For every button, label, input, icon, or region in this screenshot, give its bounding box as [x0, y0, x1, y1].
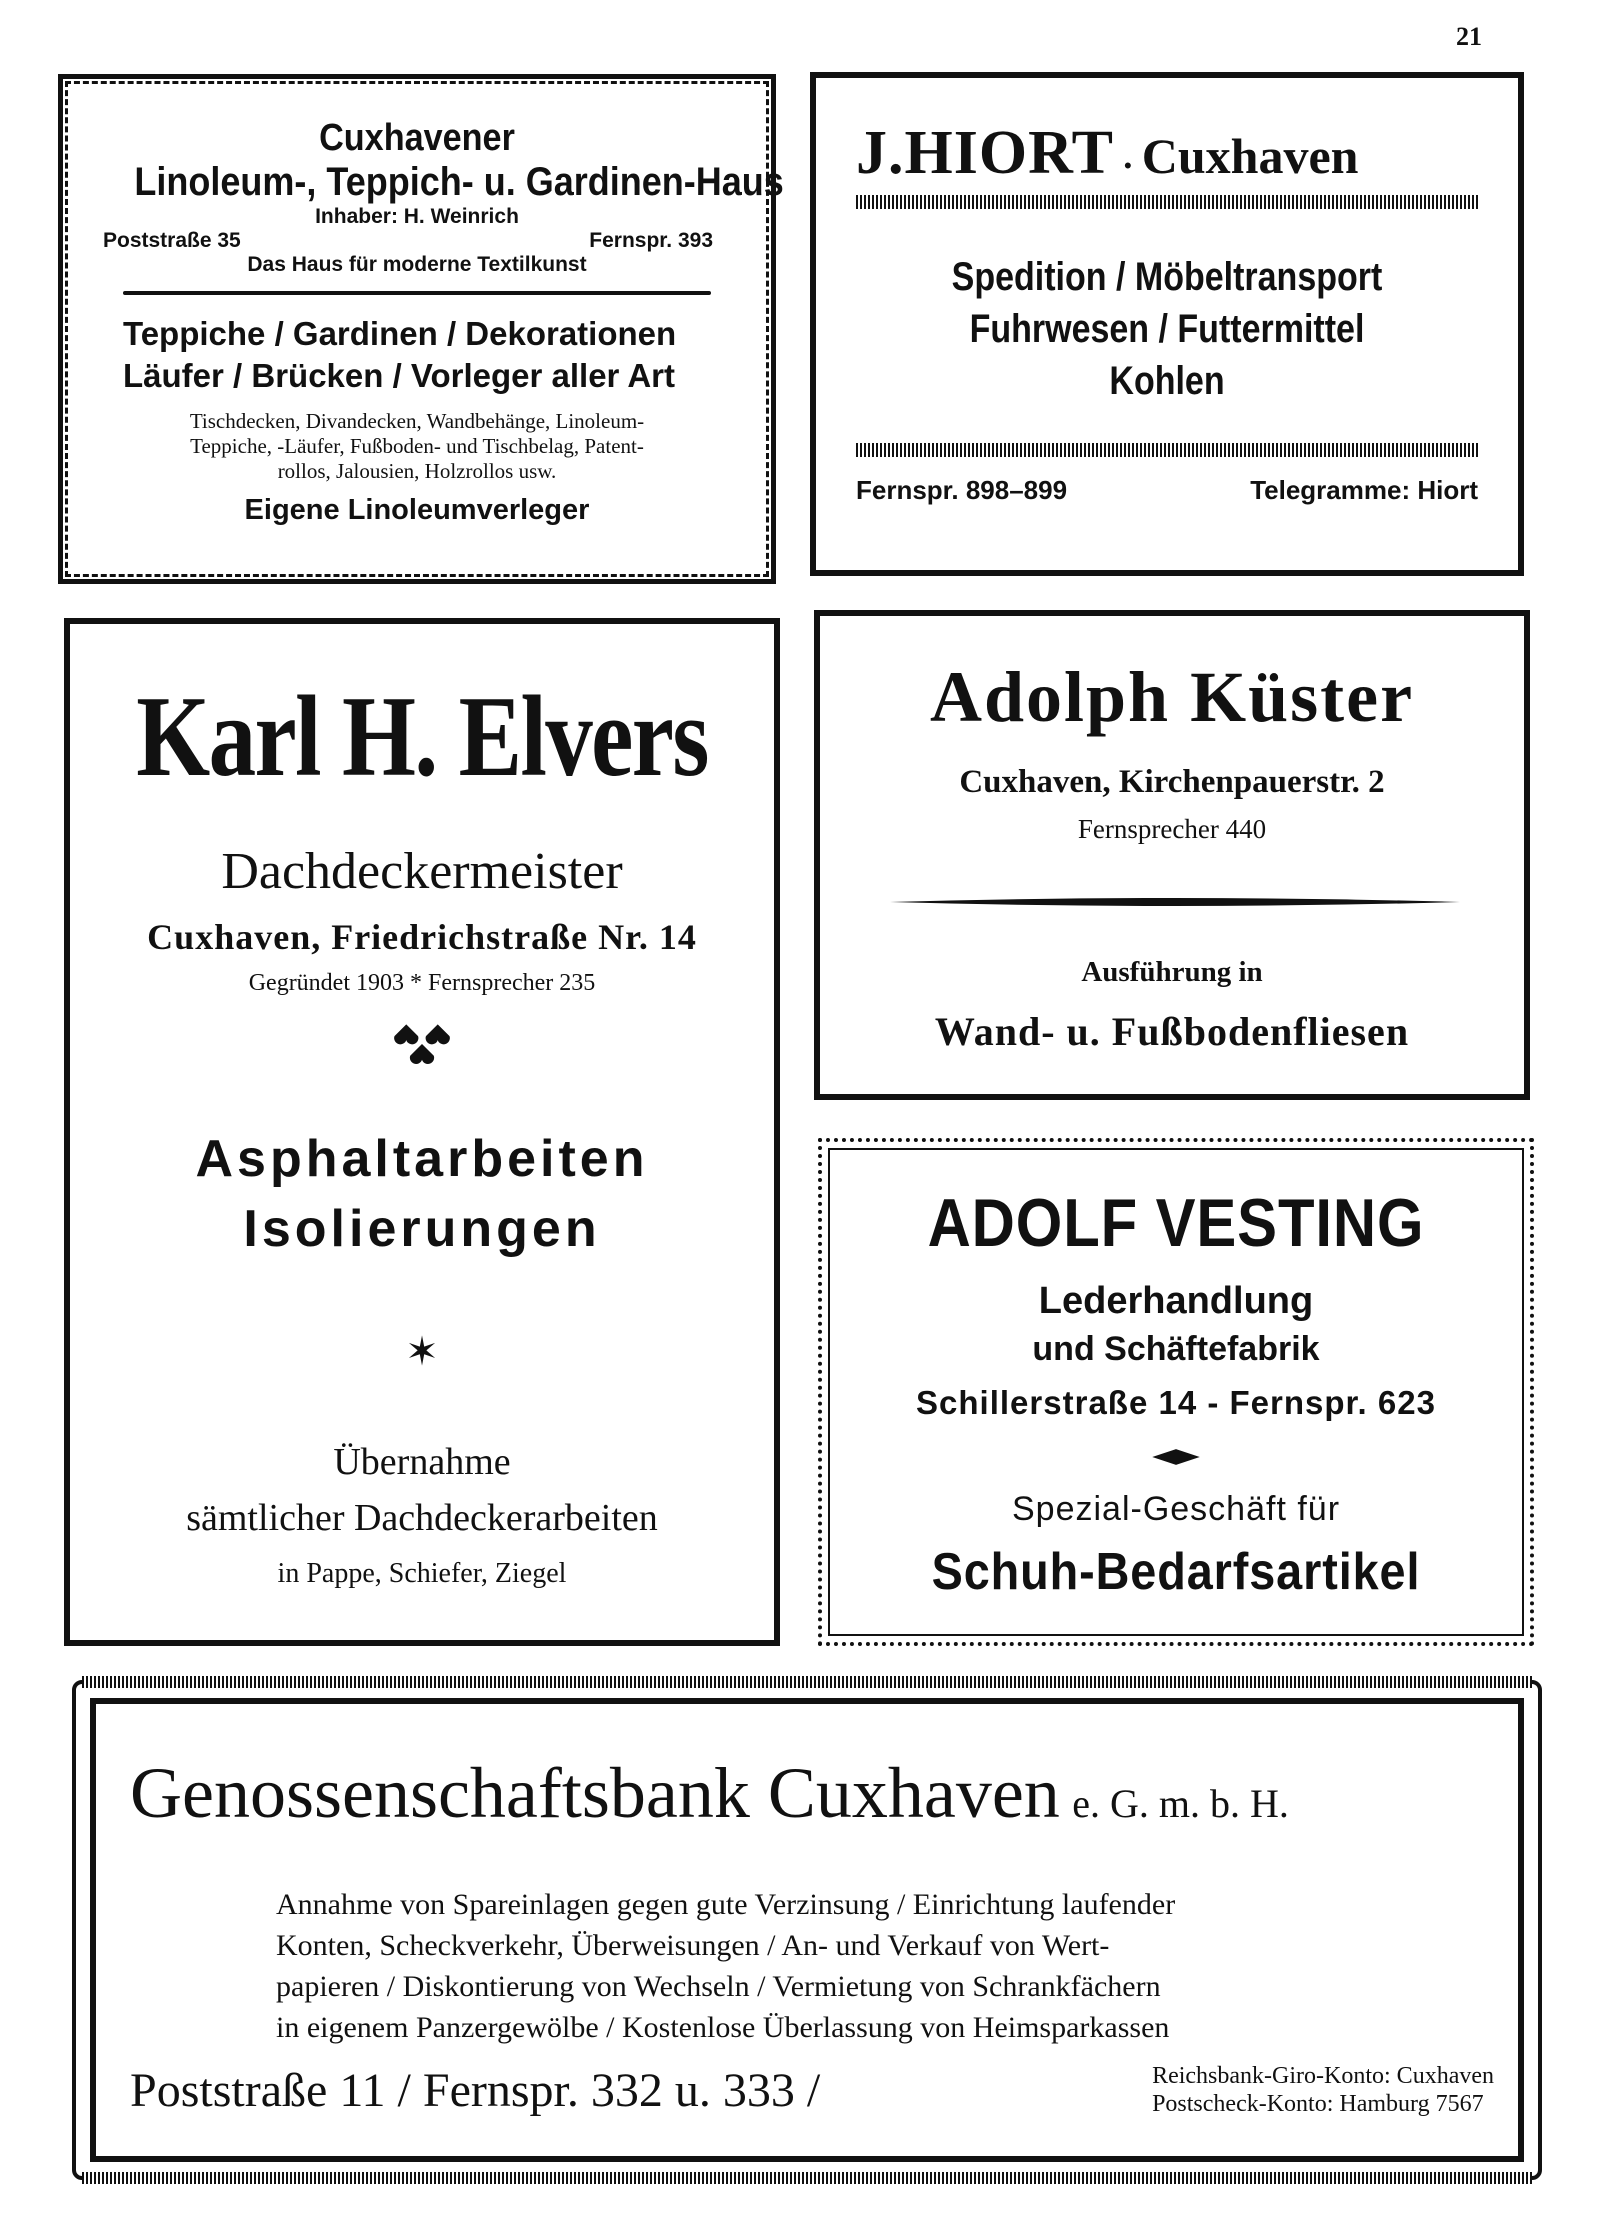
- hiort-ad-name: J.HIORT: [856, 119, 1115, 187]
- linoleum-ad-street: Poststraße 35: [103, 229, 241, 252]
- hiort-ad-services-line1: Spedition / Möbeltransport: [951, 255, 1383, 299]
- bank-ad-legal-form: e. G. m. b. H.: [1072, 1781, 1289, 1826]
- bank-ad-services-line1: Annahme von Spareinlagen gegen gute Verzinsung / Einrichtung laufender: [276, 1888, 1176, 1921]
- bank-ad-services-line2: Konten, Scheckverkehr, Überweisungen / An- und Verkauf von Wert-: [276, 1929, 1110, 1962]
- elvers-ad-founded: Gegründet 1903 * Fernsprecher 235: [248, 970, 596, 996]
- elvers-ad-work-line1: Asphaltarbeiten: [195, 1130, 649, 1188]
- linoleum-ad-title-line1: Cuxhavener: [319, 117, 515, 159]
- kuester-ad-name: Adolph Küster: [929, 657, 1415, 737]
- linoleum-ad-products-line1: Teppiche / Gardinen / Dekorationen: [123, 315, 677, 352]
- bank-ad-hatch-top: [82, 1676, 1532, 1688]
- vesting-ad-line2: und Schäftefabrik: [1032, 1330, 1320, 1368]
- hiort-ad-telegram: Telegramme: Hiort: [1250, 475, 1478, 505]
- vesting-ad-specialty: Spezial-Geschäft für: [1011, 1490, 1341, 1528]
- vesting-ad-name: ADOLF VESTING: [927, 1185, 1425, 1261]
- vesting-ad-line1: Lederhandlung: [1038, 1280, 1314, 1322]
- elvers-ad: [64, 618, 780, 1646]
- elvers-ad-takeover-line2: sämtlicher Dachdeckerarbeiten: [186, 1497, 658, 1539]
- bank-ad-account2: Postscheck-Konto: Hamburg 7567: [1152, 2091, 1484, 2117]
- linoleum-ad-phone: Fernspr. 393: [589, 229, 713, 252]
- linoleum-ad-products-line2: Läufer / Brücken / Vorleger aller Art: [123, 357, 676, 394]
- linoleum-house-ad: [58, 74, 784, 584]
- vesting-ad-goods: Schuh-Bedarfsartikel: [931, 1543, 1421, 1601]
- bank-ad-footer: [130, 2062, 1494, 2118]
- page-number: 21: [1456, 22, 1482, 51]
- bank-ad-accounts: [1152, 2062, 1494, 2118]
- linoleum-ad-details: [103, 409, 731, 484]
- elvers-ad-address: Cuxhaven, Friedrichstraße Nr. 14: [147, 917, 697, 957]
- hiort-ad-footer: [856, 475, 1478, 506]
- hiort-ad-services-line3: Kohlen: [1109, 359, 1225, 403]
- elvers-ad-takeover: [70, 1434, 774, 1602]
- bank-ad-title: [130, 1752, 1289, 1835]
- linoleum-ad-title-line2: Linoleum-, Teppich- u. Gardinen-Haus: [134, 160, 784, 204]
- bank-ad-frame: [90, 1698, 1524, 2162]
- hiort-ad-services-line2: Fuhrwesen / Futtermittel: [969, 307, 1365, 351]
- linoleum-ad-details-line3: rollos, Jalousien, Holzrollos usw.: [277, 459, 557, 483]
- elvers-ad-work-line2: Isolierungen: [243, 1200, 601, 1258]
- kuester-ad-tiles: Wand- u. Fußbodenfliesen: [934, 1009, 1410, 1054]
- hiort-ad-phone: Fernspr. 898–899: [856, 475, 1068, 505]
- hiort-ad-services: [903, 251, 1432, 407]
- hiort-ad-header: [856, 118, 1478, 189]
- elvers-ad-trade: Dachdeckermeister: [221, 843, 623, 900]
- bank-ad-name: Genossenschaftsbank Cuxhaven: [130, 1753, 1060, 1833]
- linoleum-ad-divider: [123, 291, 711, 295]
- bank-ad-services-line4: in eigenem Panzergewölbe / Kostenlose Überlassung von Heimsparkassen: [276, 2011, 1170, 2044]
- hiort-ad-hatch-bottom: [856, 443, 1478, 457]
- linoleum-ad-owner: Inhaber: H. Weinrich: [315, 205, 519, 228]
- kuester-ad-phone: Fernsprecher 440: [1077, 814, 1267, 844]
- linoleum-ad-details-line2: Teppiche, -Läufer, Fußboden- und Tischbelag, Patent-: [190, 434, 644, 458]
- bank-ad-services: [276, 1884, 1175, 2048]
- elvers-ad-takeover-line3: in Pappe, Schiefer, Ziegel: [277, 1558, 567, 1589]
- bank-ad-address: Poststraße 11 / Fernspr. 332 u. 333 /: [130, 2063, 821, 2117]
- linoleum-ad-slogan: Das Haus für moderne Textilkunst: [247, 253, 587, 276]
- hiort-ad-hatch-top: [856, 195, 1478, 209]
- kuester-ad: [814, 610, 1530, 1100]
- hiort-ad-city: Cuxhaven: [1141, 128, 1359, 184]
- star-icon: ✶: [405, 1330, 439, 1374]
- kuester-ad-divider: [890, 894, 1460, 904]
- elvers-ad-name: Karl H. Elvers: [136, 673, 708, 801]
- bank-ad-hatch-bottom: [82, 2172, 1532, 2184]
- vesting-ad-address: Schillerstraße 14 - Fernspr. 623: [916, 1384, 1436, 1421]
- bank-ad-account1: Reichsbank-Giro-Konto: Cuxhaven: [1152, 2063, 1494, 2089]
- bank-ad: [72, 1680, 1542, 2180]
- linoleum-ad-details-line1: Tischdecken, Divandecken, Wandbehänge, Linoleum-: [189, 409, 645, 433]
- hiort-ad: [810, 72, 1524, 576]
- vesting-ad: [818, 1138, 1534, 1646]
- linoleum-ad-closing: Eigene Linoleumverleger: [244, 494, 590, 526]
- kuester-ad-address: Cuxhaven, Kirchenpauerstr. 2: [959, 764, 1385, 800]
- elvers-ad-work: [70, 1124, 774, 1264]
- linoleum-ad-contact-row: [103, 229, 731, 253]
- diamond-ornament-icon: [822, 1442, 1530, 1472]
- hearts-ornament-icon: [70, 1014, 774, 1074]
- kuester-ad-execution: Ausführung in: [1081, 956, 1263, 988]
- hiort-ad-separator: •: [1124, 153, 1132, 178]
- elvers-ad-takeover-line1: Übernahme: [333, 1441, 511, 1483]
- bank-ad-services-line3: papieren / Diskontierung von Wechseln / Vermietung von Schrankfächern: [276, 1970, 1161, 2003]
